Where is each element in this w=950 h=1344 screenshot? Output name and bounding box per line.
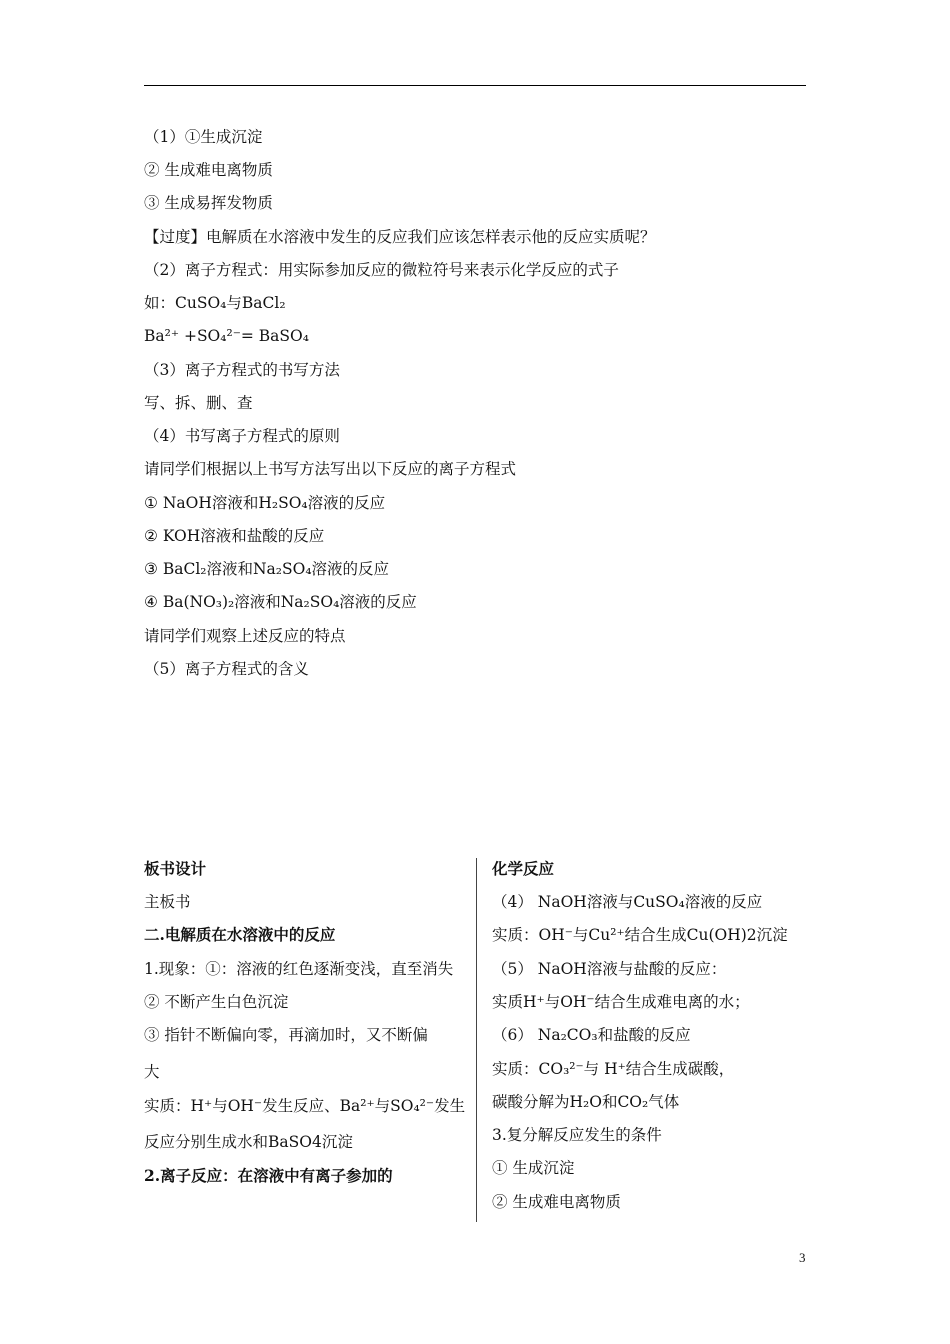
upper-line-8: （3）离子方程式的书写方法 (144, 361, 340, 379)
upper-line-14: ③ BaCl₂溶液和Na₂SO₄溶液的反应 (144, 560, 390, 578)
upper-line-2: ② 生成难电离物质 (144, 161, 273, 179)
left-line-9: 反应分别生成水和BaSO4沉淀 (144, 1133, 353, 1151)
left-line-8: 实质：H⁺与OH⁻发生反应、Ba²⁺与SO₄²⁻发生 (144, 1097, 466, 1115)
upper-line-10: （4）书写离子方程式的原则 (144, 427, 340, 445)
upper-line-4: 【过度】电解质在水溶液中发生的反应我们应该怎样表示他的反应实质呢？ (144, 228, 656, 246)
upper-line-12: ① NaOH溶液和H₂SO₄溶液的反应 (144, 494, 386, 512)
right-line-1: 化学反应 (492, 859, 555, 878)
right-line-10: ① 生成沉淀 (492, 1159, 575, 1177)
right-line-6: （6） Na₂CO₃和盐酸的反应 (492, 1026, 691, 1044)
upper-line-11: 请同学们根据以上书写方法写出以下反应的离子方程式 (144, 460, 517, 478)
upper-line-9: 写、拆、删、查 (144, 394, 253, 412)
left-line-6: ③ 指针不断偏向零，再滴加时，又不断偏 (144, 1026, 428, 1044)
right-line-9: 3.复分解反应发生的条件 (492, 1126, 662, 1144)
right-line-2: （4） NaOH溶液与CuSO₄溶液的反应 (492, 893, 763, 911)
left-line-4: 1.现象：①：溶液的红色逐渐变浅，直至消失 (144, 960, 454, 978)
upper-line-13: ② KOH溶液和盐酸的反应 (144, 527, 325, 545)
header-rule (144, 85, 806, 86)
upper-line-6: 如：CuSO₄与BaCl₂ (144, 294, 286, 312)
upper-line-5: （2）离子方程式：用实际参加反应的微粒符号来表示化学反应的式子 (144, 261, 619, 279)
column-divider (476, 858, 477, 1222)
right-line-5: 实质H⁺与OH⁻结合生成难电离的水； (492, 993, 750, 1011)
right-line-3: 实质：OH⁻与Cu²⁺结合生成Cu(OH)2沉淀 (492, 926, 788, 944)
left-line-3: 二.电解质在水溶液中的反应 (144, 925, 336, 944)
right-line-4: （5） NaOH溶液与盐酸的反应： (492, 960, 727, 978)
upper-line-15: ④ Ba(NO₃)₂溶液和Na₂SO₄溶液的反应 (144, 593, 417, 611)
right-line-11: ② 生成难电离物质 (492, 1193, 621, 1211)
page-number: 3 (799, 1250, 806, 1265)
upper-line-1: （1）①生成沉淀 (144, 128, 263, 146)
right-line-7: 实质：CO₃²⁻与 H⁺结合生成碳酸， (492, 1060, 735, 1078)
upper-line-3: ③ 生成易挥发物质 (144, 194, 273, 212)
upper-line-7: Ba²⁺ +SO₄²⁻= BaSO₄ (144, 327, 309, 345)
board-design-heading: 板书设计 (144, 859, 207, 878)
left-line-10: 2.离子反应：在溶液中有离子参加的 (144, 1166, 393, 1185)
upper-line-17: （5）离子方程式的含义 (144, 660, 309, 678)
upper-line-16: 请同学们观察上述反应的特点 (144, 627, 346, 645)
right-line-8: 碳酸分解为H₂O和CO₂气体 (492, 1093, 680, 1111)
left-line-2: 主板书 (144, 893, 191, 911)
left-line-7: 大 (144, 1063, 160, 1081)
left-line-5: ② 不断产生白色沉淀 (144, 993, 289, 1011)
